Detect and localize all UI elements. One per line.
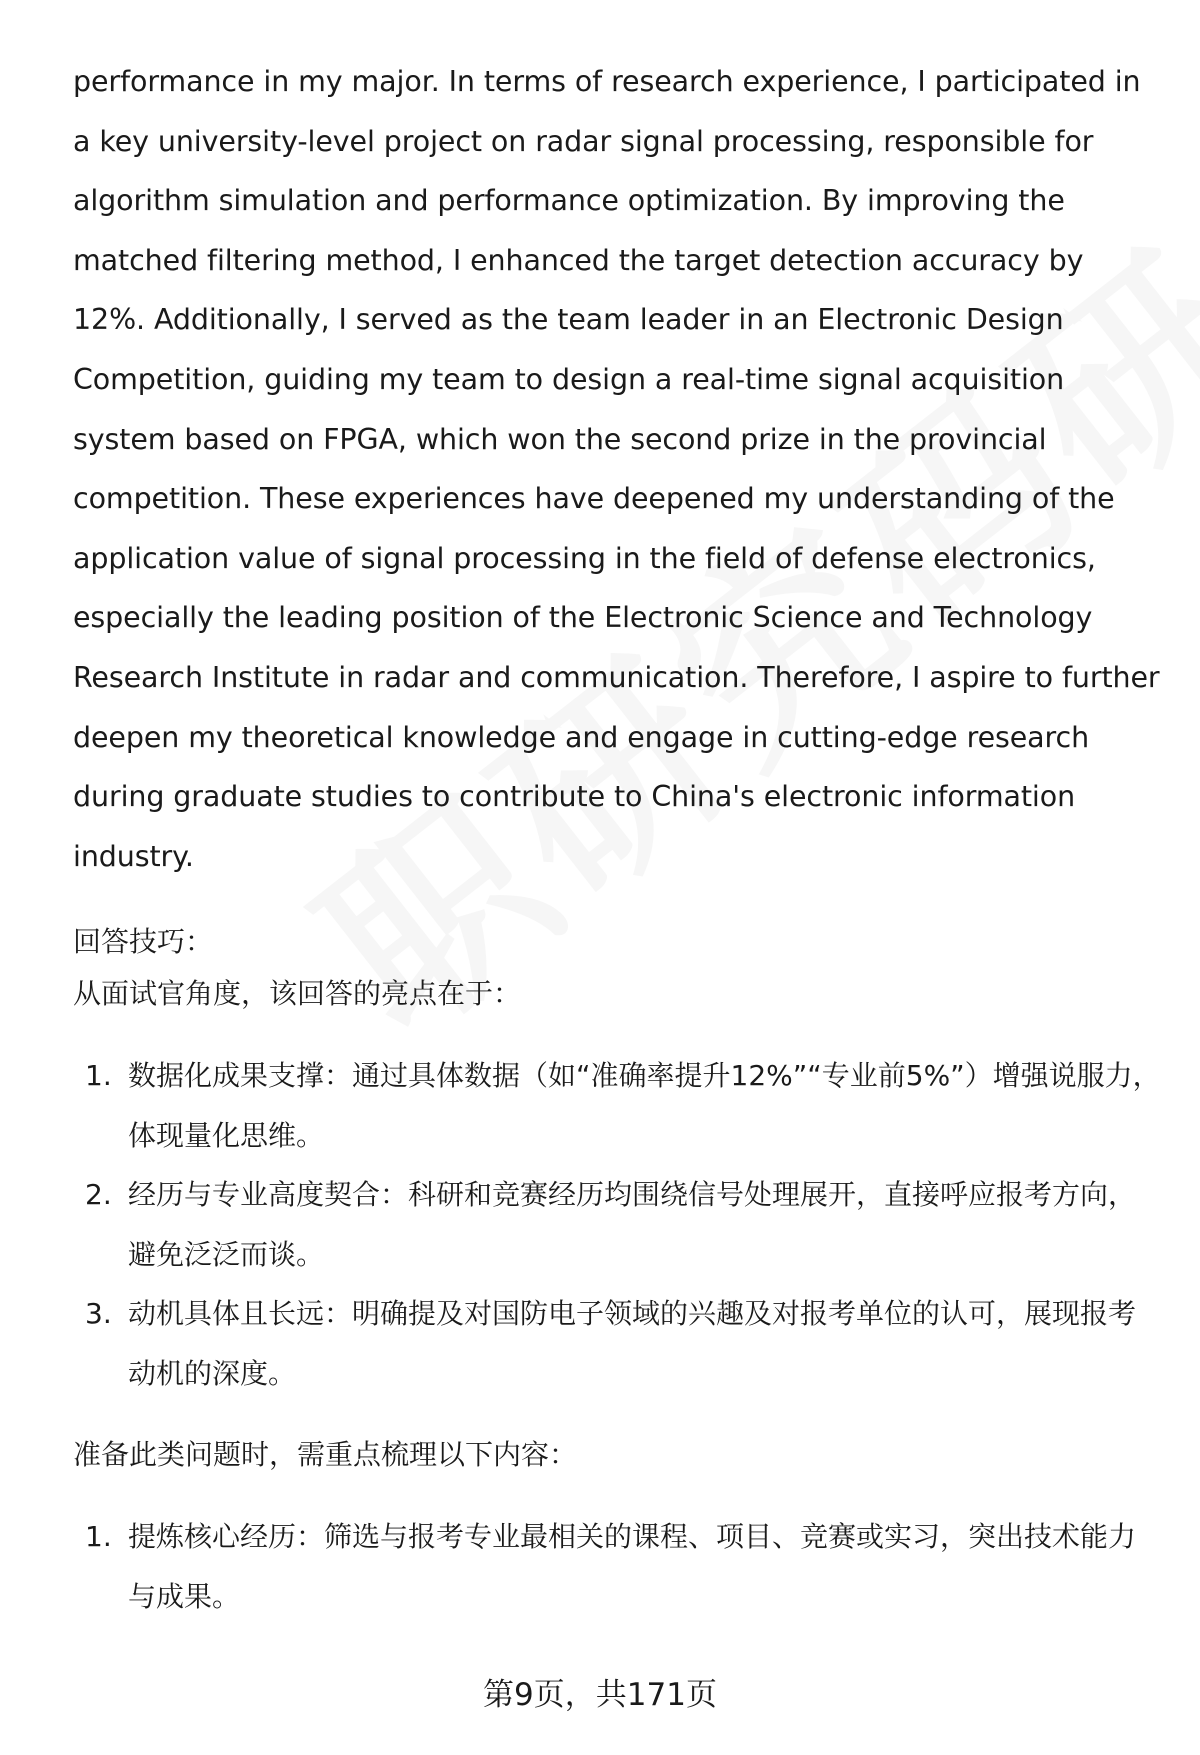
document-page <box>73 52 1163 1626</box>
list-number: 1. <box>85 1059 112 1093</box>
list-item <box>73 1165 1163 1284</box>
body-paragraph: performance in my major. In terms of research experience, I participated in a key university-level project on radar signal processing, responsible for algorithm simulation and performance optimization. By improving the matched filtering method, I enhanced the target detection accuracy by 12%. Additionally, I served as the team leader in an Electronic Design Competition, guiding my team to design a real-time signal acquisition system based on FPGA, which won the second prize in the provincial competition. These experiences have deepened my understanding of the application value of signal processing in the field of defense electronics, especially the leading position of the Electronic Science and Technology Research Institute in radar and communication. Therefore, I aspire to further deepen my theoretical knowledge and engage in cutting-edge research during graduate studies to contribute to China's electronic information industry. <box>73 65 1160 873</box>
list-item <box>73 1284 1163 1403</box>
highlights-list <box>73 1046 1163 1403</box>
page-footer: 第9页，共171页 <box>483 1677 717 1713</box>
list-item-text: 经历与专业高度契合：科研和竞赛经历均围绕信号处理展开，直接呼应报考方向，避免泛泛而谈。 <box>128 1178 1137 1271</box>
prep-intro: 准备此类问题时，需重点梳理以下内容： <box>73 1438 578 1472</box>
list-number: 3. <box>85 1297 112 1331</box>
list-number: 1. <box>85 1520 112 1554</box>
list-item-text: 动机具体且长远：明确提及对国防电子领域的兴趣及对报考单位的认可，展现报考动机的深度。 <box>128 1297 1137 1390</box>
list-number: 2. <box>85 1178 112 1212</box>
list-item <box>73 1507 1163 1626</box>
list-item-text: 数据化成果支撑：通过具体数据（如“准确率提升12%”“专业前5%”）增强说服力，体现量化思维。 <box>128 1059 1161 1152</box>
tips-heading: 回答技巧： <box>73 925 214 959</box>
prep-list <box>73 1507 1163 1626</box>
list-item <box>73 1046 1163 1165</box>
tips-intro: 从面试官角度，该回答的亮点在于： <box>73 977 522 1011</box>
list-item-text: 提炼核心经历：筛选与报考专业最相关的课程、项目、竞赛或实习，突出技术能力与成果。 <box>128 1520 1137 1613</box>
